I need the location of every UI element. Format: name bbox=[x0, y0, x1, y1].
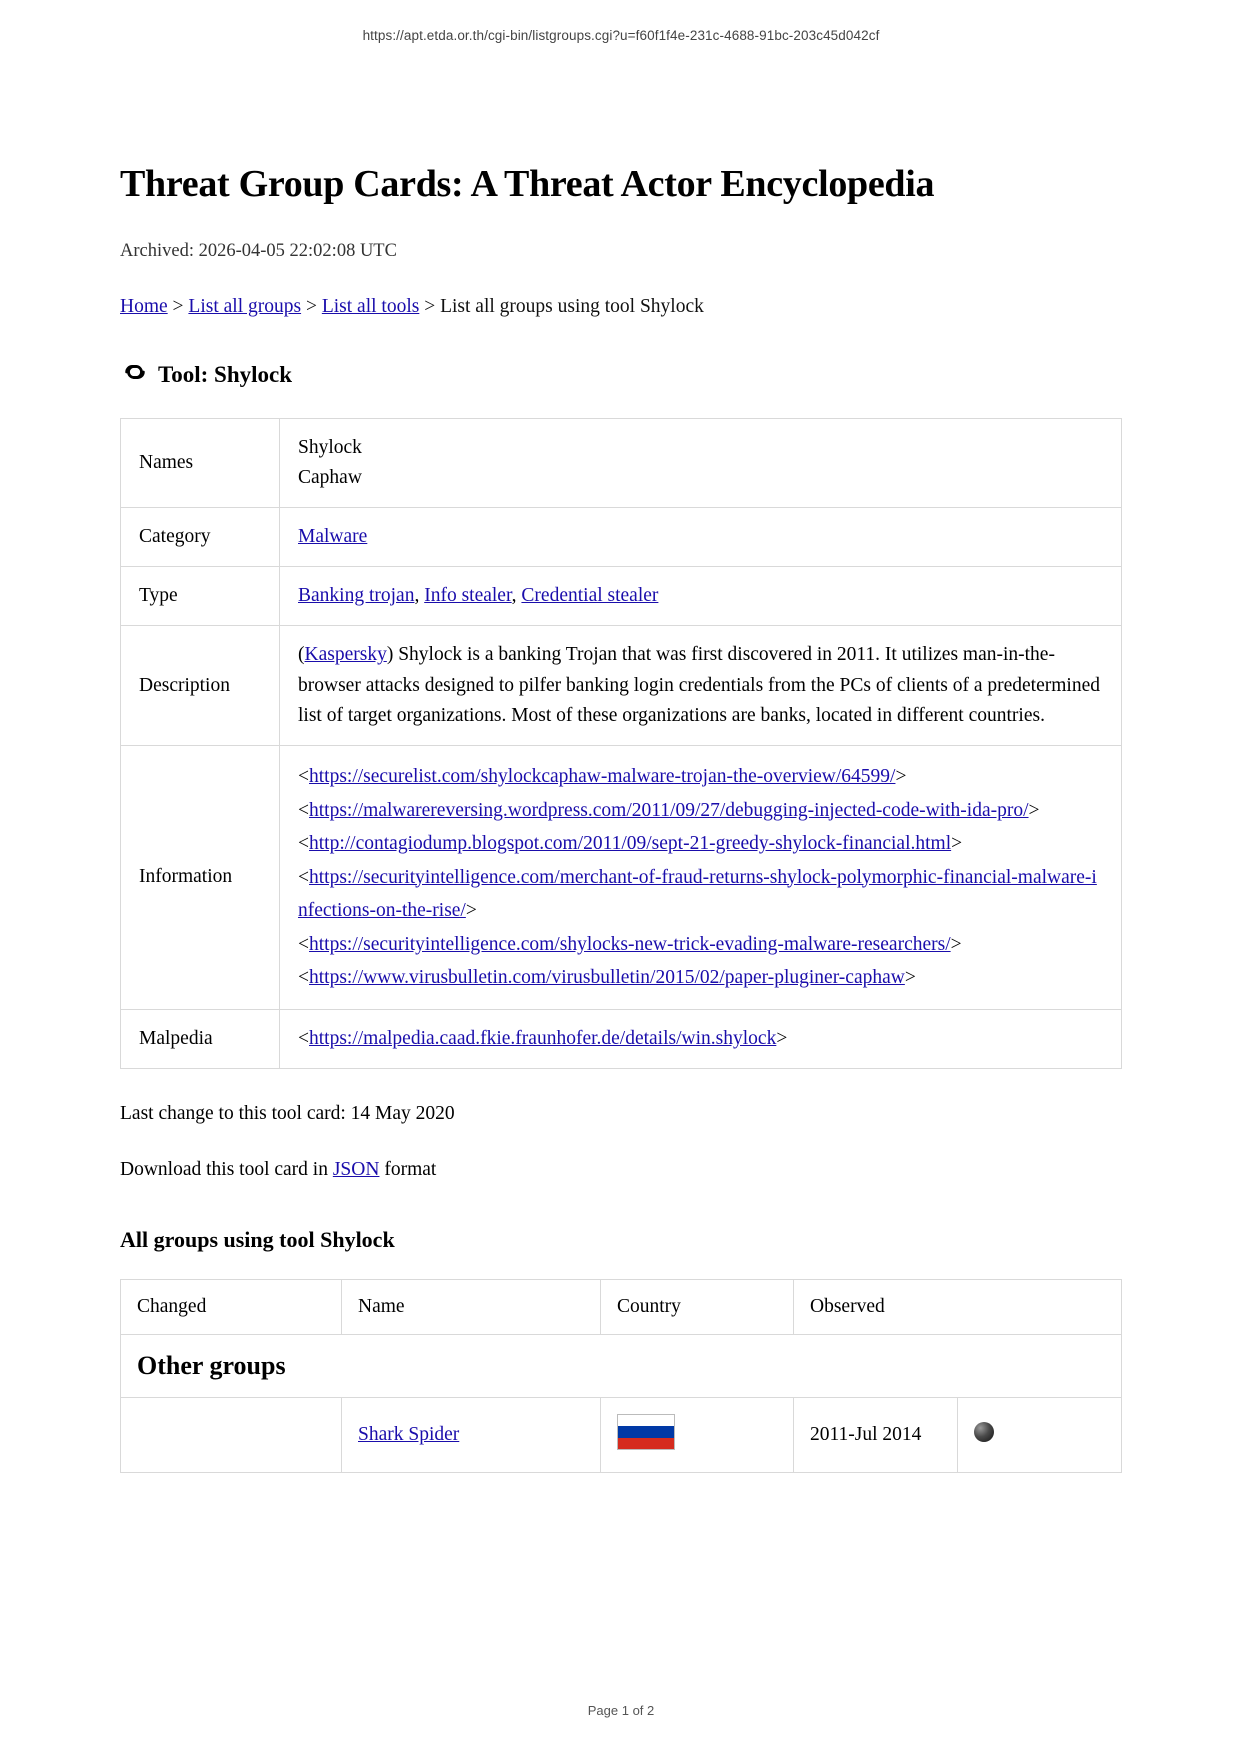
row-label-names: Names bbox=[121, 418, 280, 507]
type-link-info-stealer[interactable]: Info stealer bbox=[424, 585, 512, 607]
information-entry bbox=[298, 794, 1103, 828]
tool-name-alias: Caphaw bbox=[298, 466, 362, 488]
breadcrumb-separator: > bbox=[424, 295, 436, 317]
page-url: https://apt.etda.or.th/cgi-bin/listgroups.cgi?u=f60f1f4e-231c-4688-91bc-203c45d042cf bbox=[362, 28, 880, 43]
angle-close: > bbox=[776, 1027, 788, 1049]
row-value-category bbox=[280, 507, 1122, 566]
document-body bbox=[0, 161, 1242, 1473]
angle-open: < bbox=[298, 833, 309, 855]
download-line bbox=[120, 1159, 1122, 1181]
group-link-shark-spider[interactable]: Shark Spider bbox=[358, 1423, 460, 1445]
table-row bbox=[121, 418, 1122, 507]
malpedia-link[interactable]: https://malpedia.caad.fkie.fraunhofer.de/details/win.shylock bbox=[309, 1027, 777, 1049]
row-label-category: Category bbox=[121, 507, 280, 566]
page-title: Threat Group Cards: A Threat Actor Encyclopedia bbox=[120, 163, 935, 205]
type-separator: , bbox=[414, 585, 425, 607]
link-icon bbox=[120, 359, 150, 385]
angle-open: < bbox=[298, 766, 309, 788]
row-value-malpedia bbox=[280, 1009, 1122, 1068]
table-row bbox=[121, 507, 1122, 566]
all-groups-heading: All groups using tool Shylock bbox=[120, 1226, 395, 1252]
angle-open: < bbox=[298, 866, 309, 888]
angle-close: > bbox=[950, 933, 962, 955]
tool-heading-label: Tool: Shylock bbox=[158, 361, 293, 387]
information-link-3[interactable]: http://contagiodump.blogspot.com/2011/09/sept-21-greedy-shylock-financial.html bbox=[309, 833, 952, 855]
column-header-name[interactable]: Name bbox=[342, 1279, 601, 1334]
table-row bbox=[121, 1009, 1122, 1068]
russia-flag-icon bbox=[617, 1414, 675, 1450]
angle-close: > bbox=[465, 900, 477, 922]
page-footer: Page 1 of 2 bbox=[587, 1703, 655, 1718]
information-entry bbox=[298, 827, 1103, 861]
column-header-changed[interactable]: Changed bbox=[121, 1279, 342, 1334]
download-prefix: Download this tool card in bbox=[120, 1158, 333, 1180]
angle-open: < bbox=[298, 933, 309, 955]
information-link-6[interactable]: https://www.virusbulletin.com/virusbulletin/2015/02/paper-pluginer-caphaw bbox=[309, 967, 905, 989]
type-link-banking-trojan[interactable]: Banking trojan bbox=[298, 585, 415, 607]
breadcrumb-link-list-all-tools[interactable]: List all tools bbox=[321, 295, 420, 317]
paren-close: ) bbox=[386, 644, 394, 666]
breadcrumb-link-home[interactable]: Home bbox=[120, 295, 168, 317]
table-row bbox=[121, 1397, 1122, 1472]
angle-close: > bbox=[951, 833, 963, 855]
breadcrumb-current: List all groups using tool Shylock bbox=[440, 295, 704, 317]
information-entry bbox=[298, 961, 1103, 995]
row-label-description: Description bbox=[121, 626, 280, 746]
breadcrumb-separator: > bbox=[172, 295, 184, 317]
group-section-row bbox=[121, 1334, 1122, 1397]
last-change-text: Last change to this tool card: 14 May 2020 bbox=[120, 1102, 455, 1124]
breadcrumb-link-list-all-groups[interactable]: List all groups bbox=[188, 295, 302, 317]
angle-close: > bbox=[904, 967, 916, 989]
information-link-5[interactable]: https://securityintelligence.com/shylocks-new-trick-evading-malware-researchers/ bbox=[309, 933, 951, 955]
row-value-names bbox=[280, 418, 1122, 507]
information-entry bbox=[298, 861, 1103, 928]
information-link-4[interactable]: https://securityintelligence.com/merchant-of-fraud-returns-shylock-polymorphic-financial-malware-infections-on-the-rise/ bbox=[298, 866, 1097, 922]
angle-open: < bbox=[298, 1027, 309, 1049]
column-header-country[interactable]: Country bbox=[601, 1279, 794, 1334]
information-entry bbox=[298, 760, 1103, 794]
description-text: Shylock is a banking Trojan that was first discovered in 2011. It utilizes man-in-the-browser attacks designed to pilfer banking login credentials from the PCs of clients of a predetermined list of target organizations. Most of these organizations are banks, located in different countries. bbox=[298, 644, 1100, 726]
tool-heading bbox=[120, 362, 1122, 388]
information-link-2[interactable]: https://malwarereversing.wordpress.com/2011/09/27/debugging-injected-code-with-ida-pro/ bbox=[309, 799, 1029, 821]
angle-open: < bbox=[298, 799, 309, 821]
tool-card-table bbox=[120, 418, 1122, 1069]
table-row bbox=[121, 626, 1122, 746]
description-source-link[interactable]: Kaspersky bbox=[304, 644, 387, 666]
cell-country bbox=[601, 1397, 794, 1472]
cell-marker bbox=[958, 1397, 1122, 1472]
tool-name-primary: Shylock bbox=[298, 436, 362, 458]
column-header-observed[interactable]: Observed bbox=[794, 1279, 1122, 1334]
type-separator: , bbox=[511, 585, 522, 607]
information-link-1[interactable]: https://securelist.com/shylockcaphaw-malware-trojan-the-overview/64599/ bbox=[309, 766, 896, 788]
breadcrumb-separator: > bbox=[305, 295, 317, 317]
cell-name bbox=[342, 1397, 601, 1472]
angle-close: > bbox=[895, 766, 907, 788]
sphere-icon bbox=[974, 1422, 994, 1442]
table-row bbox=[121, 567, 1122, 626]
row-label-malpedia: Malpedia bbox=[121, 1009, 280, 1068]
information-entry bbox=[298, 928, 1103, 962]
row-value-information bbox=[280, 746, 1122, 1010]
angle-open: < bbox=[298, 967, 309, 989]
row-value-type bbox=[280, 567, 1122, 626]
download-suffix: format bbox=[379, 1158, 437, 1180]
cell-observed: 2011-Jul 2014 bbox=[794, 1397, 958, 1472]
breadcrumb bbox=[120, 296, 1122, 318]
row-label-type: Type bbox=[121, 567, 280, 626]
group-section-cell bbox=[121, 1334, 1122, 1397]
type-link-credential-stealer[interactable]: Credential stealer bbox=[521, 585, 659, 607]
category-link-malware[interactable]: Malware bbox=[298, 525, 368, 547]
angle-close: > bbox=[1028, 799, 1040, 821]
cell-changed bbox=[121, 1397, 342, 1472]
paren-open: ( bbox=[298, 644, 305, 666]
groups-table bbox=[120, 1279, 1122, 1473]
table-row bbox=[121, 746, 1122, 1010]
row-value-description bbox=[280, 626, 1122, 746]
group-section-title: Other groups bbox=[137, 1350, 286, 1380]
table-header-row bbox=[121, 1279, 1122, 1334]
archived-timestamp: Archived: 2026-04-05 22:02:08 UTC bbox=[120, 240, 397, 261]
download-json-link[interactable]: JSON bbox=[332, 1158, 380, 1180]
row-label-information: Information bbox=[121, 746, 280, 1010]
